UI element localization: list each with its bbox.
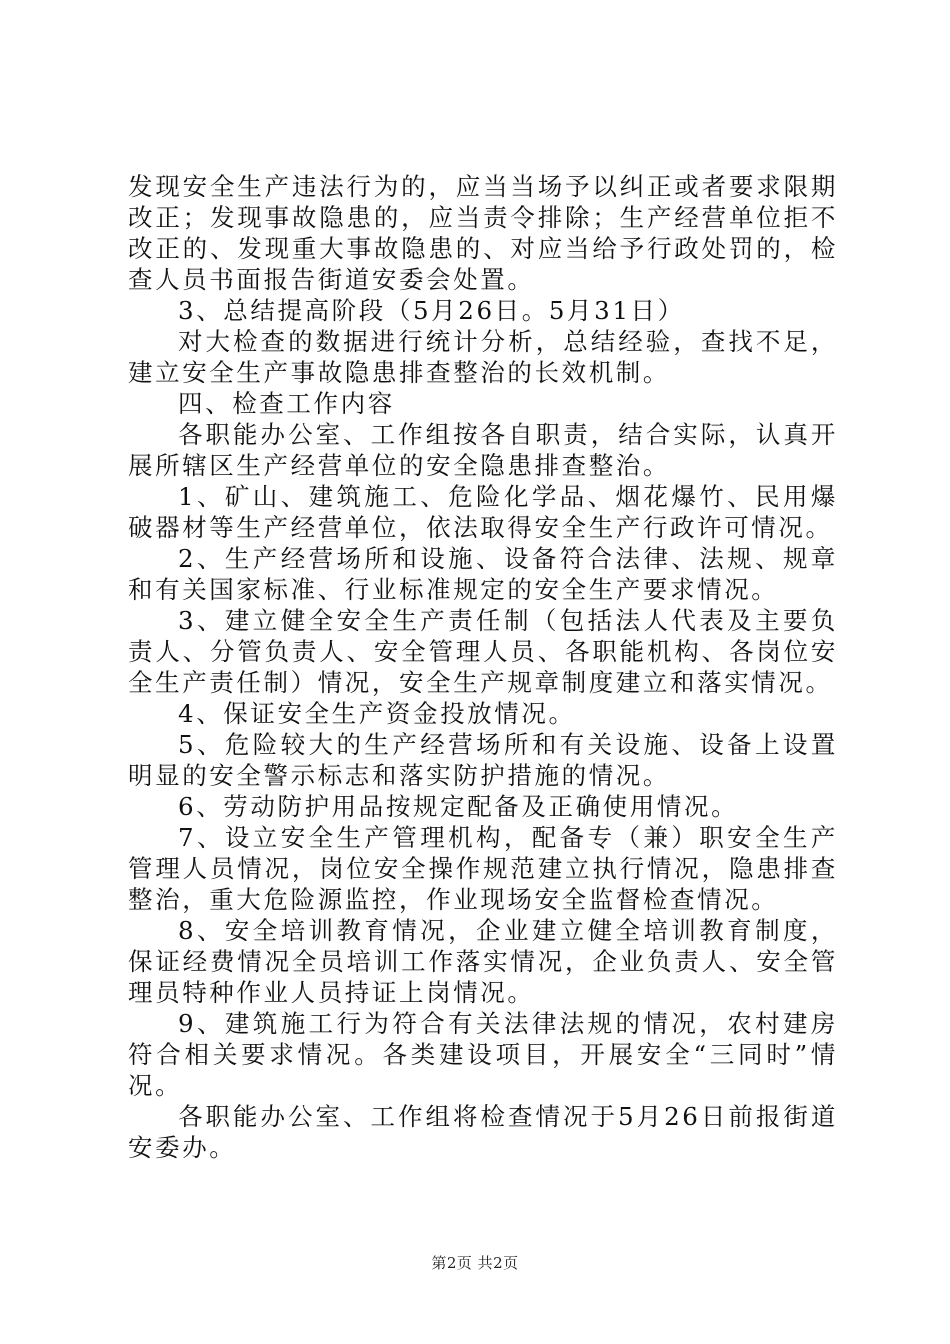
list-item-2: 2、生产经营场所和设施、设备符合法律、法规、规章和有关国家标准、行业标准规定的安全生产要求情况。 — [128, 544, 838, 604]
list-item-4: 4、保证安全生产资金投放情况。 — [178, 699, 576, 728]
list-item-8: 8、安全培训教育情况，企业建立健全培训教育制度，保证经费情况全员培训工作落实情况，企业负责人、安全管理员特种作业人员持证上岗情况。 — [128, 916, 838, 1007]
list-item-7: 7、设立安全生产管理机构，配备专（兼）职安全生产管理人员情况，岗位安全操作规范建立执行情况，隐患排查整治，重大危险源监控，作业现场安全监督检查情况。 — [128, 823, 838, 914]
section-heading-inspection-content: 四、检查工作内容 — [178, 389, 395, 418]
list-item-3: 3、建立健全安全生产责任制（包括法人代表及主要负责人、分管负责人、安全管理人员、各职能机构、各岗位安全生产责任制）情况，安全生产规章制度建立和落实情况。 — [128, 606, 838, 697]
list-item-6: 6、劳动防护用品按规定配备及正确使用情况。 — [178, 792, 739, 821]
paragraph-inspection-intro: 各职能办公室、工作组按各自职责，结合实际，认真开展所辖区生产经营单位的安全隐患排查整治。 — [128, 420, 838, 480]
list-item-5: 5、危险较大的生产经营场所和有关设施、设备上设置明显的安全警示标志和落实防护措施的情况。 — [128, 730, 838, 790]
paragraph-closing: 各职能办公室、工作组将检查情况于5月26日前报街道安委办。 — [128, 1102, 838, 1162]
document-body — [128, 171, 838, 1163]
paragraph-continuation: 发现安全生产违法行为的，应当当场予以纠正或者要求限期改正；发现事故隐患的，应当责令排除；生产经营单位拒不改正的、发现重大事故隐患的、对应当给予行政处罚的，检查人员书面报告街道安委会处置。 — [128, 172, 838, 294]
list-item-1: 1、矿山、建筑施工、危险化学品、烟花爆竹、民用爆破器材等生产经营单位，依法取得安全生产行政许可情况。 — [128, 482, 838, 542]
paragraph-stage-3-body: 对大检查的数据进行统计分析，总结经验，查找不足，建立安全生产事故隐患排查整治的长效机制。 — [128, 327, 838, 387]
page-number-footer: 第2页 共2页 — [431, 1254, 519, 1272]
paragraph-stage-3-heading: 3、总结提高阶段（5月26日。5月31日） — [178, 296, 685, 325]
list-item-9: 9、建筑施工行为符合有关法律法规的情况，农村建房符合相关要求情况。各类建设项目，开展安全“三同时”情况。 — [128, 1009, 838, 1100]
